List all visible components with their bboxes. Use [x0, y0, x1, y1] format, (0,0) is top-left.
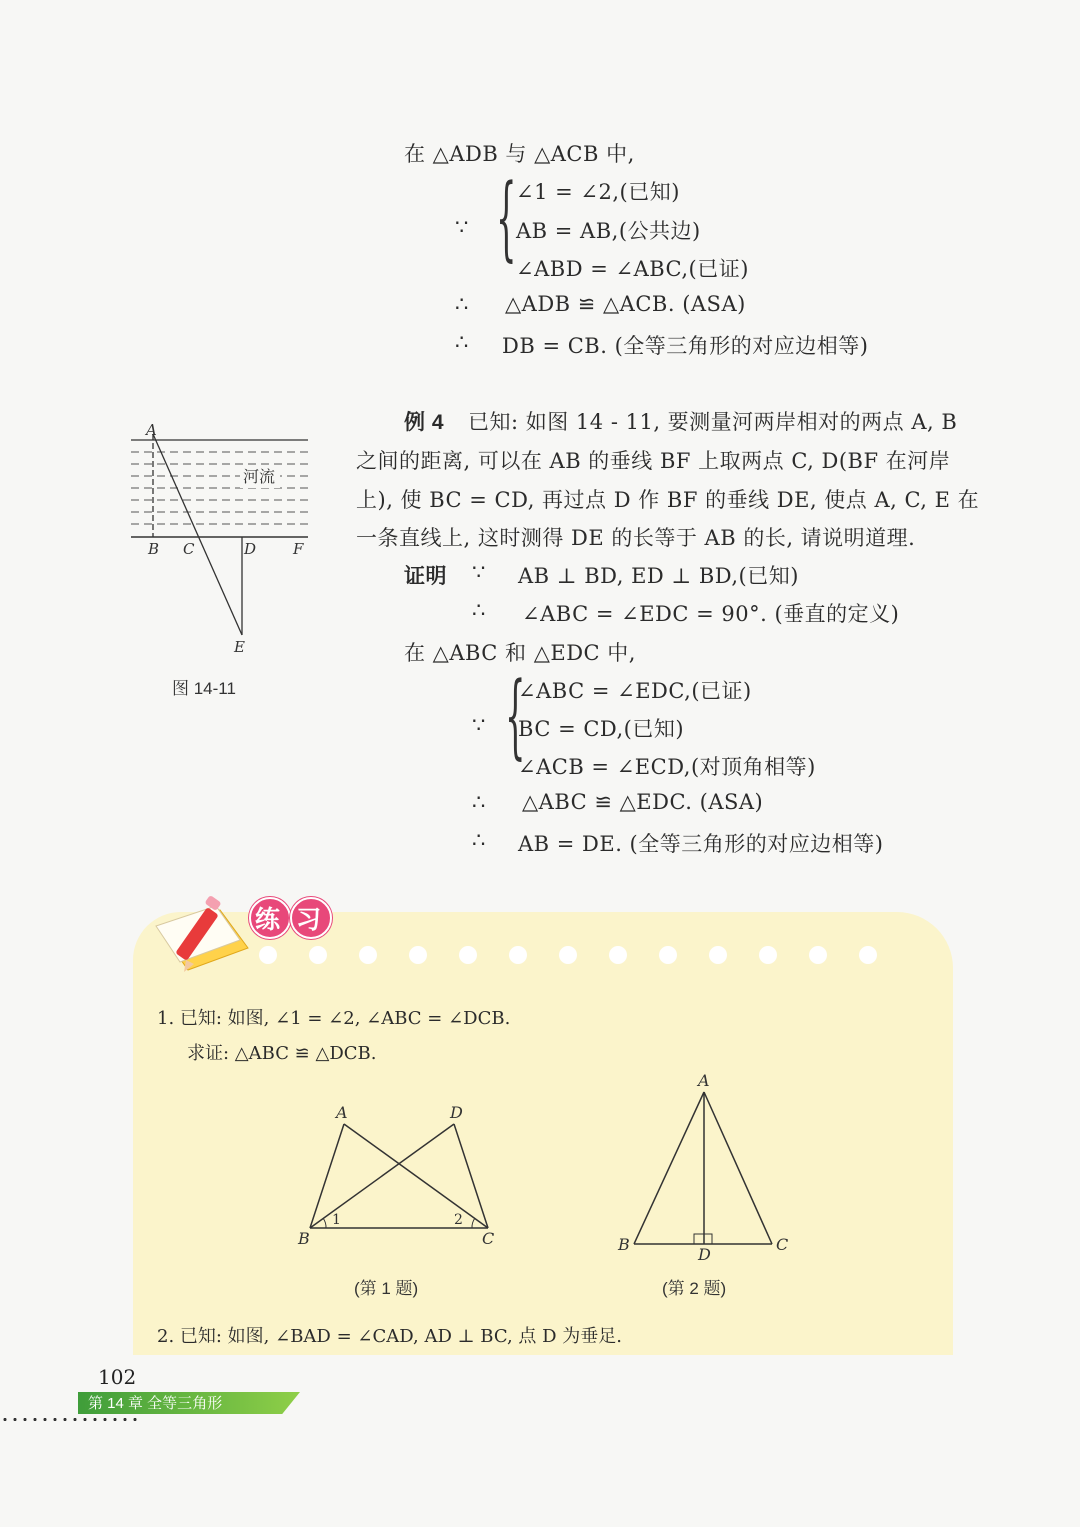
page-number: 102: [98, 1365, 137, 1389]
condition-2: AB = AB,(公共边): [516, 219, 701, 243]
point-c-label: C: [183, 540, 195, 558]
dotted-rule: [0, 1418, 140, 1421]
dot: [659, 946, 677, 964]
therefore-symbol: ∴: [472, 790, 486, 814]
dot: [509, 946, 527, 964]
question-1-line-2: 求证: △ABC ≌ △DCB.: [187, 1043, 377, 1064]
point-a-label: A: [146, 421, 157, 439]
dot: [409, 946, 427, 964]
because-symbol: ∵: [455, 215, 469, 239]
question-2: 2. 已知: 如图, ∠BAD = ∠CAD, AD ⊥ BC, 点 D 为垂足.: [157, 1326, 623, 1347]
fig2-point-d: D: [698, 1245, 711, 1260]
question-1-caption: (第 1 题): [354, 1279, 419, 1298]
therefore-symbol: ∴: [472, 598, 486, 622]
condition-1: ∠1 = ∠2,(已知): [516, 180, 680, 204]
practice-title-char-2: 习: [296, 905, 322, 934]
dot: [809, 946, 827, 964]
given-statement: AB ⊥ BD, ED ⊥ BD,(已知): [518, 564, 799, 588]
conclusion-2: AB = DE. (全等三角形的对应边相等): [518, 832, 884, 856]
fig1-point-a: A: [336, 1103, 348, 1122]
fig2-point-c: C: [776, 1235, 789, 1254]
figure-14-11: [126, 420, 316, 660]
river-label: 河流: [243, 467, 276, 486]
question-1-figure: [290, 1098, 510, 1248]
proof-intro: 在 △ADB 与 △ACB 中,: [404, 142, 635, 166]
dot: [459, 946, 477, 964]
dot: [309, 946, 327, 964]
brace: {: [496, 164, 517, 271]
fig1-point-b: B: [298, 1229, 310, 1248]
example-label: 例 4: [404, 411, 445, 434]
conclusion-2: DB = CB. (全等三角形的对应边相等): [502, 334, 869, 358]
angle-statement: ∠ABC = ∠EDC = 90°. (垂直的定义): [522, 602, 900, 626]
because-symbol: ∵: [472, 560, 486, 584]
fig1-point-c: C: [482, 1229, 495, 1248]
point-e-label: E: [234, 638, 245, 656]
therefore-symbol: ∴: [455, 292, 469, 316]
dot: [759, 946, 777, 964]
example-line-4: 一条直线上, 这时测得 DE 的长等于 AB 的长, 请说明道理.: [356, 526, 916, 550]
conclusion-1: △ABC ≌ △EDC. (ASA): [522, 790, 764, 814]
point-d-label: D: [244, 540, 257, 558]
question-1-line-1: 1. 已知: 如图, ∠1 = ∠2, ∠ABC = ∠DCB.: [157, 1008, 511, 1029]
chapter-title: 第 14 章 全等三角形: [88, 1395, 223, 1412]
condition-1: ∠ABC = ∠EDC,(已证): [518, 679, 752, 703]
figure-caption: 图 14-11: [172, 679, 236, 698]
example-line-1: 已知: 如图 14 - 11, 要测量河两岸相对的两点 A, B: [468, 410, 958, 434]
dot: [609, 946, 627, 964]
dot: [559, 946, 577, 964]
condition-2: BC = CD,(已知): [518, 717, 685, 741]
fig2-point-a: A: [698, 1071, 710, 1090]
condition-3: ∠ABD = ∠ABC,(已证): [516, 257, 749, 281]
therefore-symbol: ∴: [472, 828, 486, 852]
conclusion-1: △ADB ≌ △ACB. (ASA): [505, 292, 746, 316]
condition-3: ∠ACB = ∠ECD,(对顶角相等): [518, 755, 816, 779]
fig1-angle-1: 1: [332, 1212, 341, 1228]
example-line-3: 上), 使 BC = CD, 再过点 D 作 BF 的垂线 DE, 使点 A, C, E 在: [356, 488, 980, 512]
fig1-angle-2: 2: [454, 1212, 463, 1228]
pencil-notebook-icon: [150, 890, 260, 980]
question-2-figure: [612, 1070, 802, 1260]
dot: [359, 946, 377, 964]
fig2-point-b: B: [618, 1235, 630, 1254]
point-f-label: F: [293, 540, 304, 558]
dot: [709, 946, 727, 964]
question-2-caption: (第 2 题): [662, 1279, 727, 1298]
fig1-point-d: D: [450, 1103, 463, 1122]
example-line-2: 之间的距离, 可以在 AB 的垂线 BF 上取两点 C, D(BF 在河岸: [356, 449, 951, 473]
dot: [859, 946, 877, 964]
because-symbol: ∵: [472, 713, 486, 737]
practice-title-char-1: 练: [255, 905, 281, 934]
point-b-label: B: [148, 540, 160, 558]
proof-label: 证明: [404, 565, 447, 588]
proof-intro: 在 △ABC 和 △EDC 中,: [404, 641, 636, 665]
dot: [259, 946, 277, 964]
therefore-symbol: ∴: [455, 330, 469, 354]
brace: {: [505, 662, 526, 769]
